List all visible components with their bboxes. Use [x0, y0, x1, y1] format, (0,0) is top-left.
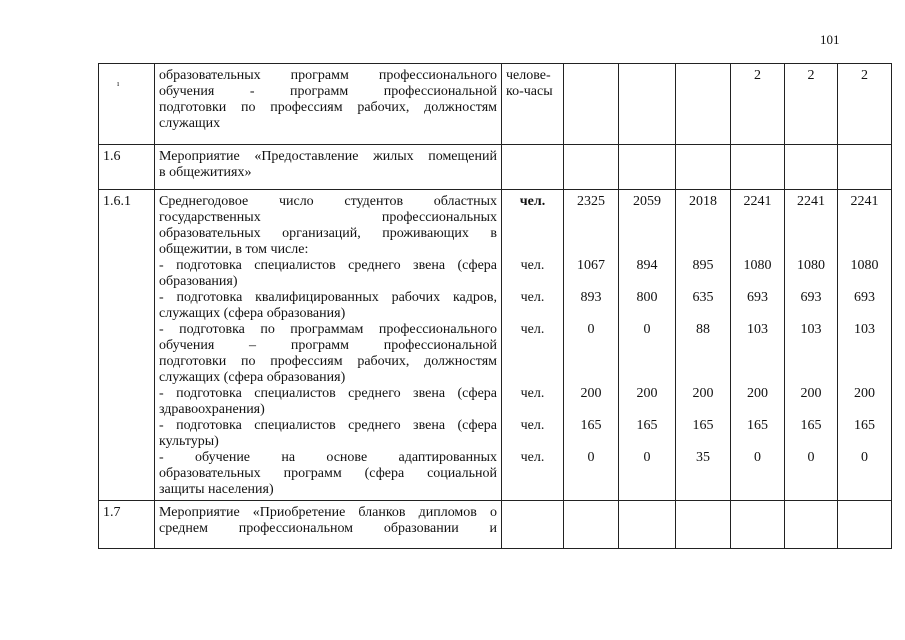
value-cell: 35: [696, 450, 710, 465]
table-row: [99, 64, 892, 145]
description-line: образовательных организаций, проживающих в: [159, 226, 497, 241]
value-cell: 103: [800, 322, 822, 337]
value-cell: [785, 145, 838, 190]
spacer: [506, 242, 559, 258]
value-column: [838, 190, 892, 501]
spacer: [735, 338, 780, 354]
spacer: [842, 370, 887, 386]
spacer: [789, 466, 833, 482]
value-cell: 2: [785, 64, 838, 145]
spacer: [680, 370, 726, 386]
spacer: [842, 274, 887, 290]
spacer: [623, 466, 671, 482]
value-cell: 103: [854, 322, 875, 337]
spacer: [568, 306, 614, 322]
unit-label: чел.: [520, 290, 545, 305]
value-cell: 0: [643, 450, 651, 465]
unit-label: чел.: [519, 194, 546, 209]
description-line: защиты населения): [159, 482, 274, 497]
value-column: [731, 190, 785, 501]
spacer: [735, 226, 780, 242]
description-line: образования): [159, 274, 238, 289]
spacer: [789, 306, 833, 322]
description-line: - подготовка специалистов среднего звена (сфера: [159, 418, 497, 433]
description-line: государственных профессиональных: [159, 210, 497, 225]
unit-label: чел.: [520, 258, 545, 273]
row-description: [155, 190, 502, 501]
spacer: [623, 226, 671, 242]
spacer: [842, 482, 887, 498]
spacer: [506, 434, 559, 450]
value-cell: 200: [800, 386, 822, 401]
row-unit: челове- ко-часы: [502, 64, 564, 145]
value-column: [564, 190, 619, 501]
table-row: [99, 501, 892, 549]
row-description: Мероприятие «Приобретение бланков дипломов о среднем профессиональном образовании и: [155, 501, 502, 549]
value-cell: 635: [692, 290, 714, 305]
spacer: [506, 306, 559, 322]
value-cell: 200: [692, 386, 714, 401]
unit-label: чел.: [520, 322, 545, 337]
value-cell: 165: [580, 418, 602, 433]
value-cell: 895: [692, 258, 714, 273]
spacer: [735, 354, 780, 370]
unit-label: чел.: [520, 450, 545, 465]
description-line: общежитии, в том числе:: [159, 242, 309, 257]
spacer: [568, 354, 614, 370]
spacer: [568, 226, 614, 242]
spacer: [568, 482, 614, 498]
value-cell: 200: [747, 386, 768, 401]
value-cell: 200: [580, 386, 602, 401]
spacer: [568, 274, 614, 290]
value-cell: 2: [838, 64, 892, 145]
description-line: - подготовка квалифицированных рабочих кадров,: [159, 290, 497, 305]
table-row: [99, 190, 892, 501]
value-cell: 165: [692, 418, 714, 433]
unit-label: чел.: [520, 418, 545, 433]
row-number: 1.7: [99, 501, 155, 549]
spacer: [735, 482, 780, 498]
value-cell: 103: [747, 322, 768, 337]
spacer: [789, 338, 833, 354]
description-line: подготовки по профессиям рабочих, должностям: [159, 354, 497, 369]
value-column: [619, 190, 676, 501]
description-line: здравоохранения): [159, 402, 265, 417]
value-cell: [619, 64, 676, 145]
value-cell: 2059: [633, 194, 661, 209]
value-cell: [838, 501, 892, 549]
spacer: [680, 466, 726, 482]
spacer: [506, 274, 559, 290]
value-cell: 2241: [850, 194, 879, 209]
spacer: [506, 466, 559, 482]
value-cell: 165: [800, 418, 822, 433]
unit-label: чел.: [520, 386, 545, 401]
row-description: Мероприятие «Предоставление жилых помещений в общежитиях»: [155, 145, 502, 190]
spacer: [789, 482, 833, 498]
value-cell: 0: [754, 450, 761, 465]
spacer: [568, 466, 614, 482]
spacer: [568, 242, 614, 258]
row-number: 1.6.1: [99, 190, 155, 501]
spacer: [842, 466, 887, 482]
spacer: [623, 354, 671, 370]
description-line: служащих (сфера образования): [159, 370, 346, 385]
indicators-table: [98, 63, 892, 549]
spacer: [623, 242, 671, 258]
spacer: [506, 338, 559, 354]
spacer: [680, 434, 726, 450]
value-column: [676, 190, 731, 501]
value-cell: 88: [696, 322, 710, 337]
value-column: [785, 190, 838, 501]
spacer: [842, 354, 887, 370]
spacer: [842, 402, 887, 418]
value-cell: 0: [861, 450, 868, 465]
spacer: [680, 306, 726, 322]
description-line: - подготовка специалистов среднего звена (сфера: [159, 386, 497, 401]
spacer: [568, 210, 614, 226]
value-cell: [564, 64, 619, 145]
value-cell: [619, 145, 676, 190]
spacer: [506, 402, 559, 418]
value-cell: 0: [807, 450, 815, 465]
spacer: [789, 242, 833, 258]
row-unit: [502, 190, 564, 501]
description-line: служащих (сфера образования): [159, 306, 346, 321]
value-cell: 893: [580, 290, 602, 305]
value-cell: [838, 145, 892, 190]
value-cell: 2325: [577, 194, 605, 209]
spacer: [623, 402, 671, 418]
spacer: [568, 402, 614, 418]
spacer: [735, 466, 780, 482]
value-cell: [731, 145, 785, 190]
spacer: [623, 482, 671, 498]
spacer: [623, 434, 671, 450]
value-cell: 1080: [850, 258, 879, 273]
spacer: [735, 274, 780, 290]
description-line: Среднегодовое число студентов областных: [159, 194, 497, 209]
value-cell: [564, 501, 619, 549]
spacer: [568, 434, 614, 450]
spacer: [842, 306, 887, 322]
spacer: [842, 210, 887, 226]
value-cell: 693: [800, 290, 822, 305]
spacer: [680, 274, 726, 290]
row-unit: [502, 501, 564, 549]
value-cell: 200: [854, 386, 875, 401]
spacer: [842, 242, 887, 258]
spacer: [506, 210, 559, 226]
value-cell: 200: [636, 386, 658, 401]
value-cell: 165: [854, 418, 875, 433]
spacer: [680, 402, 726, 418]
spacer: [623, 274, 671, 290]
spacer: [568, 370, 614, 386]
spacer: [680, 338, 726, 354]
value-cell: 1080: [743, 258, 772, 273]
table-row: [99, 145, 892, 190]
value-cell: [676, 501, 731, 549]
spacer: [842, 226, 887, 242]
spacer: [506, 370, 559, 386]
spacer: [789, 226, 833, 242]
spacer: [842, 434, 887, 450]
description-line: - обучение на основе адаптированных: [159, 450, 497, 465]
spacer: [568, 338, 614, 354]
page-number: 101: [820, 32, 840, 47]
spacer: [680, 482, 726, 498]
spacer: [789, 354, 833, 370]
value-cell: 0: [587, 450, 595, 465]
value-cell: 2018: [689, 194, 717, 209]
value-cell: 2: [731, 64, 785, 145]
description-line: обучения – программ профессиональной: [159, 338, 497, 353]
description-line: - подготовка по программам профессионального: [159, 322, 497, 337]
value-cell: [619, 501, 676, 549]
spacer: [680, 210, 726, 226]
value-cell: 2241: [743, 194, 772, 209]
spacer: [506, 482, 559, 498]
spacer: [735, 210, 780, 226]
description-line: - подготовка специалистов среднего звена (сфера: [159, 258, 497, 273]
spacer: [506, 226, 559, 242]
spacer: [789, 274, 833, 290]
spacer: [680, 226, 726, 242]
description-line: образовательных программ (сфера социальной: [159, 466, 497, 481]
value-cell: 0: [643, 322, 651, 337]
row-description: образовательных программ профессионального обучения - программ профессиональной подготовки по профессиям рабочих, должностям служащих: [155, 64, 502, 145]
value-cell: [785, 501, 838, 549]
spacer: [506, 354, 559, 370]
value-cell: 2241: [797, 194, 825, 209]
value-cell: [564, 145, 619, 190]
spacer: [789, 210, 833, 226]
value-cell: [676, 64, 731, 145]
value-cell: 894: [636, 258, 658, 273]
spacer: [735, 306, 780, 322]
value-cell: [731, 501, 785, 549]
value-cell: 1067: [577, 258, 605, 273]
description-line: культуры): [159, 434, 219, 449]
spacer: [789, 370, 833, 386]
value-cell: 165: [747, 418, 768, 433]
value-cell: 693: [747, 290, 768, 305]
spacer: [735, 434, 780, 450]
spacer: [623, 370, 671, 386]
spacer: [789, 434, 833, 450]
spacer: [735, 370, 780, 386]
spacer: [680, 354, 726, 370]
value-cell: 0: [587, 322, 595, 337]
spacer: [735, 242, 780, 258]
spacer: [623, 306, 671, 322]
spacer: [842, 338, 887, 354]
value-cell: 800: [636, 290, 658, 305]
value-cell: [676, 145, 731, 190]
spacer: [735, 402, 780, 418]
spacer: [680, 242, 726, 258]
value-cell: 165: [636, 418, 658, 433]
spacer: [623, 210, 671, 226]
value-cell: 693: [854, 290, 875, 305]
spacer: [789, 402, 833, 418]
row-unit: [502, 145, 564, 190]
spacer: [623, 338, 671, 354]
row-number: 1.6: [99, 145, 155, 190]
value-cell: 1080: [797, 258, 825, 273]
row-number: ı: [99, 64, 155, 145]
